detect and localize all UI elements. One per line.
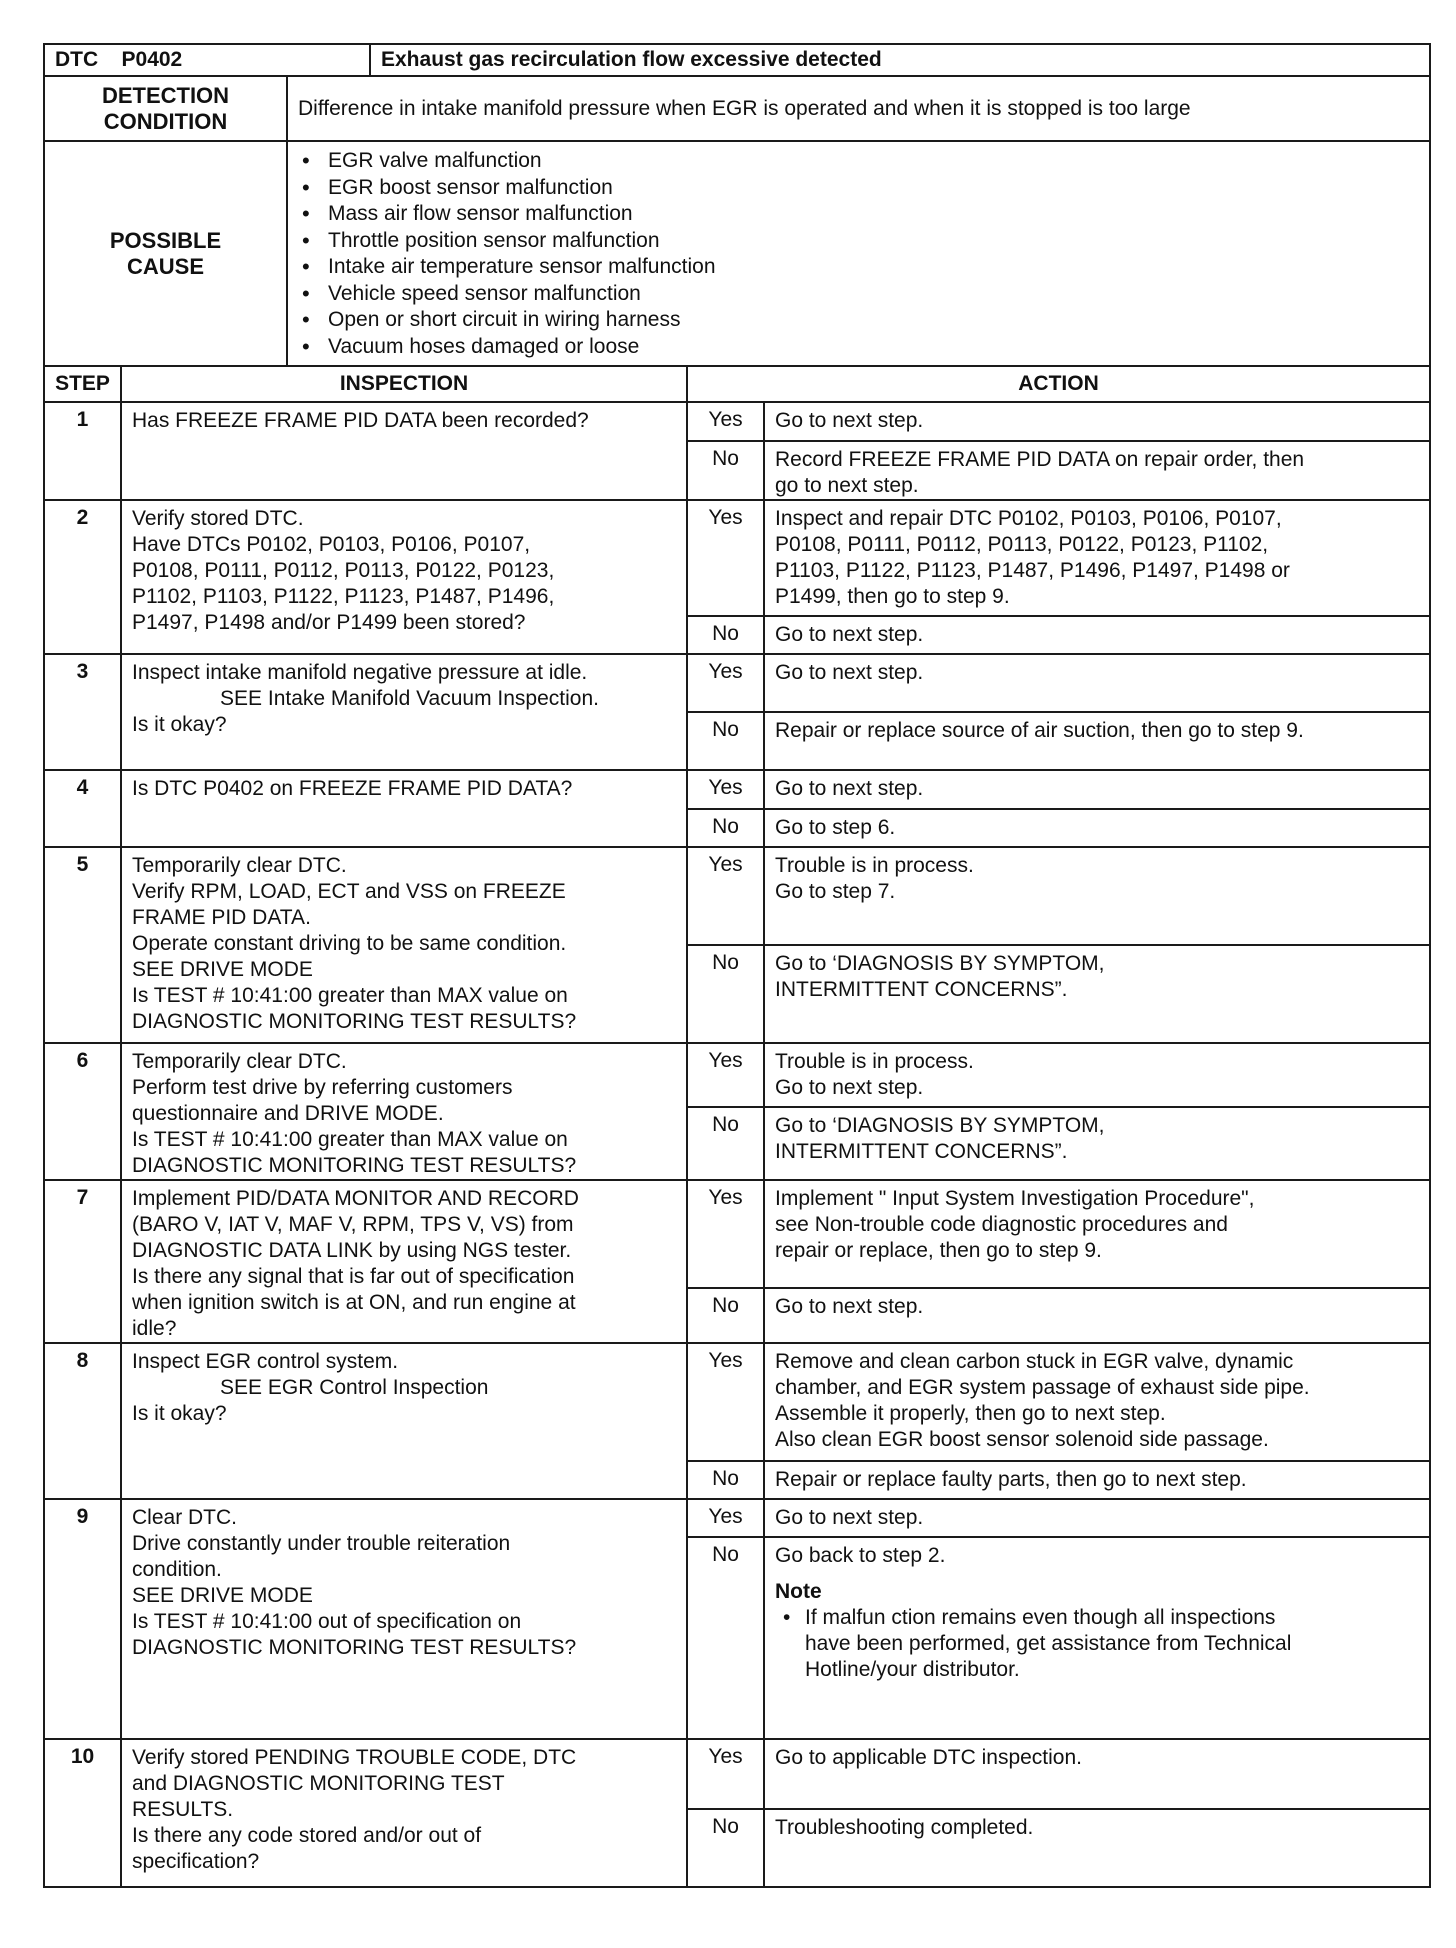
inspection-line: Implement PID/DATA MONITOR AND RECORD — [132, 1187, 579, 1210]
action-line: Go to next step. — [775, 661, 924, 684]
inspection-line: P1102, P1103, P1122, P1123, P1487, P1496, — [132, 585, 555, 608]
action-no — [764, 1288, 1430, 1343]
inspection-line: Temporarily clear DTC. — [132, 1050, 347, 1073]
action-no — [764, 441, 1430, 500]
note-line: have been performed, get assistance from Technical — [805, 1632, 1292, 1655]
possible-cause-list — [288, 142, 1429, 364]
dtc-title: Exhaust gas recirculation flow excessive detected — [370, 44, 1430, 76]
action-yes — [764, 770, 1430, 809]
action-line: P1499, then go to step 9. — [775, 585, 1010, 608]
answer-yes: Yes — [687, 1043, 764, 1107]
inspection-line: Is it okay? — [132, 713, 227, 736]
action-line: see Non-trouble code diagnostic procedures and — [775, 1213, 1228, 1236]
action-line: Record FREEZE FRAME PID DATA on repair order, then — [775, 448, 1305, 471]
inspection-line: Perform test drive by referring customers — [132, 1076, 513, 1099]
action-yes — [764, 654, 1430, 712]
note-line: Hotline/your distributor. — [805, 1658, 1020, 1681]
action-line: go to next step. — [775, 474, 919, 497]
possible-cause-item: • EGR boost sensor malfunction — [288, 175, 1429, 202]
inspection-line: Is TEST # 10:41:00 greater than MAX value on — [132, 984, 568, 1007]
step-row — [44, 1739, 1430, 1809]
answer-no: No — [687, 616, 764, 654]
action-line: Go to step 6. — [775, 816, 896, 839]
inspection-line: DIAGNOSTIC MONITORING TEST RESULTS? — [132, 1154, 577, 1177]
step-inspection — [121, 654, 687, 770]
answer-no: No — [687, 809, 764, 847]
inspection-line: Has FREEZE FRAME PID DATA been recorded? — [132, 409, 589, 432]
action-line: Repair or replace source of air suction, then go to step 9. — [775, 719, 1304, 742]
action-no — [764, 945, 1430, 1043]
note-label: Note — [775, 1580, 822, 1603]
action-yes — [764, 1343, 1430, 1461]
detection-text: Difference in intake manifold pressure when EGR is operated and when it is stopped is too large — [287, 76, 1430, 141]
step-row — [44, 500, 1430, 616]
inspection-line: Is it okay? — [132, 1402, 227, 1425]
answer-no: No — [687, 1537, 764, 1739]
possible-cause-item: • Mass air flow sensor malfunction — [288, 201, 1429, 228]
inspection-line: questionnaire and DRIVE MODE. — [132, 1102, 444, 1125]
action-line: Go to next step. — [775, 409, 924, 432]
inspection-line: Verify stored PENDING TROUBLE CODE, DTC — [132, 1746, 577, 1769]
step-number: 10 — [44, 1739, 121, 1887]
action-line: Troubleshooting completed. — [775, 1816, 1034, 1839]
action-yes — [764, 847, 1430, 945]
inspection-line: Is DTC P0402 on FREEZE FRAME PID DATA? — [132, 777, 573, 800]
step-number: 1 — [44, 402, 121, 500]
step-inspection — [121, 1180, 687, 1343]
answer-yes: Yes — [687, 847, 764, 945]
action-no — [764, 1537, 1430, 1739]
inspection-line: condition. — [132, 1558, 222, 1581]
action-no — [764, 1461, 1430, 1499]
possible-cause-item: • Vacuum hoses damaged or loose — [288, 334, 1429, 361]
inspection-line: FRAME PID DATA. — [132, 906, 311, 929]
inspection-line: Is TEST # 10:41:00 greater than MAX value on — [132, 1128, 568, 1151]
answer-yes: Yes — [687, 1180, 764, 1288]
note-line: • If malfun ction remains even though all inspections — [775, 1605, 1419, 1631]
step-inspection — [121, 1499, 687, 1739]
action-yes — [764, 500, 1430, 616]
step-number: 2 — [44, 500, 121, 654]
step-inspection — [121, 847, 687, 1043]
inspection-line: RESULTS. — [132, 1798, 234, 1821]
answer-no: No — [687, 1809, 764, 1887]
inspection-line: and DIAGNOSTIC MONITORING TEST — [132, 1772, 505, 1795]
action-line: P0108, P0111, P0112, P0113, P0122, P0123, P1102, — [775, 533, 1269, 556]
diagnostic-sheet — [43, 43, 1429, 1888]
inspection-line: P1497, P1498 and/or P1499 been stored? — [132, 611, 526, 634]
answer-yes: Yes — [687, 402, 764, 441]
answer-no: No — [687, 1461, 764, 1499]
inspection-line: DIAGNOSTIC DATA LINK by using NGS tester. — [132, 1239, 572, 1262]
action-no — [764, 1107, 1430, 1180]
answer-yes: Yes — [687, 654, 764, 712]
step-row — [44, 654, 1430, 712]
step-row — [44, 847, 1430, 945]
action-line: Inspect and repair DTC P0102, P0103, P0106, P0107, — [775, 507, 1282, 530]
inspection-line: Is there any code stored and/or out of — [132, 1824, 482, 1847]
action-no — [764, 712, 1430, 770]
inspection-line: (BARO V, IAT V, MAF V, RPM, TPS V, VS) from — [132, 1213, 574, 1236]
answer-yes: Yes — [687, 1739, 764, 1809]
action-line: Go to next step. — [775, 1506, 924, 1529]
inspection-line: SEE DRIVE MODE — [132, 958, 313, 981]
step-row — [44, 1499, 1430, 1537]
column-header-step: STEP — [44, 366, 121, 402]
action-line: Trouble is in process. — [775, 854, 974, 877]
answer-yes: Yes — [687, 1343, 764, 1461]
step-row — [44, 1043, 1430, 1107]
answer-no: No — [687, 441, 764, 500]
step-inspection — [121, 770, 687, 847]
step-row — [44, 402, 1430, 441]
answer-no: No — [687, 945, 764, 1043]
possible-cause-list-cell — [287, 141, 1430, 366]
action-line: P1103, P1122, P1123, P1487, P1496, P1497, P1498 or — [775, 559, 1290, 582]
answer-no: No — [687, 1288, 764, 1343]
action-line: Also clean EGR boost sensor solenoid side passage. — [775, 1428, 1269, 1451]
action-no — [764, 809, 1430, 847]
action-yes — [764, 1499, 1430, 1537]
action-line: INTERMITTENT CONCERNS”. — [775, 978, 1068, 1001]
action-yes — [764, 402, 1430, 441]
inspection-line: SEE DRIVE MODE — [132, 1584, 313, 1607]
step-number: 9 — [44, 1499, 121, 1739]
step-inspection — [121, 1343, 687, 1499]
inspection-line: SEE EGR Control Inspection — [220, 1376, 489, 1399]
inspection-line: Inspect intake manifold negative pressure at idle. — [132, 661, 588, 684]
dtc-label: DTC — [55, 48, 99, 71]
inspection-line: Have DTCs P0102, P0103, P0106, P0107, — [132, 533, 531, 556]
action-line: repair or replace, then go to step 9. — [775, 1239, 1102, 1262]
answer-yes: Yes — [687, 770, 764, 809]
step-number: 3 — [44, 654, 121, 770]
inspection-line: Verify RPM, LOAD, ECT and VSS on FREEZE — [132, 880, 566, 903]
inspection-line: idle? — [132, 1317, 177, 1340]
action-yes — [764, 1180, 1430, 1288]
step-row — [44, 770, 1430, 809]
inspection-line: specification? — [132, 1850, 260, 1873]
detection-label: DETECTION CONDITION — [44, 76, 287, 141]
inspection-line: Inspect EGR control system. — [132, 1350, 399, 1373]
step-number: 5 — [44, 847, 121, 1043]
step-row — [44, 1343, 1430, 1461]
action-line: Go back to step 2. — [775, 1544, 946, 1567]
step-row — [44, 1180, 1430, 1288]
action-line: Go to next step. — [775, 1076, 924, 1099]
step-inspection — [121, 402, 687, 500]
action-yes — [764, 1043, 1430, 1107]
step-inspection — [121, 1739, 687, 1887]
possible-cause-item: • Vehicle speed sensor malfunction — [288, 281, 1429, 308]
inspection-line: Is TEST # 10:41:00 out of specification on — [132, 1610, 522, 1633]
answer-no: No — [687, 712, 764, 770]
action-line: Go to next step. — [775, 623, 924, 646]
possible-cause-item: • Intake air temperature sensor malfunction — [288, 254, 1429, 281]
inspection-line: DIAGNOSTIC MONITORING TEST RESULTS? — [132, 1010, 577, 1033]
column-header-inspection: INSPECTION — [121, 366, 687, 402]
step-number: 8 — [44, 1343, 121, 1499]
step-number: 6 — [44, 1043, 121, 1180]
answer-yes: Yes — [687, 1499, 764, 1537]
action-line: Go to ‘DIAGNOSIS BY SYMPTOM, — [775, 1114, 1105, 1138]
step-number: 4 — [44, 770, 121, 847]
inspection-line: Operate constant driving to be same condition. — [132, 932, 567, 955]
column-header-action: ACTION — [687, 366, 1430, 402]
action-line: chamber, and EGR system passage of exhaust side pipe. — [775, 1376, 1310, 1399]
answer-no: No — [687, 1107, 764, 1180]
action-line: Go to next step. — [775, 1294, 924, 1318]
action-line: Implement " Input System Investigation Procedure", — [775, 1187, 1255, 1210]
inspection-line: DIAGNOSTIC MONITORING TEST RESULTS? — [132, 1636, 577, 1659]
dtc-header-table — [43, 43, 1431, 367]
action-line: Repair or replace faulty parts, then go to next step. — [775, 1468, 1247, 1491]
action-line: Trouble is in process. — [775, 1050, 974, 1073]
answer-yes: Yes — [687, 500, 764, 616]
action-line: INTERMITTENT CONCERNS”. — [775, 1140, 1068, 1164]
possible-cause-label: POSSIBLE CAUSE — [44, 141, 287, 366]
possible-cause-item: • EGR valve malfunction — [288, 148, 1429, 175]
inspection-line: Clear DTC. — [132, 1506, 238, 1529]
inspection-line: Drive constantly under trouble reiteration — [132, 1532, 511, 1555]
action-line: Assemble it properly, then go to next step. — [775, 1402, 1166, 1425]
dtc-code-cell — [44, 44, 370, 76]
steps-table — [43, 365, 1431, 1888]
inspection-line: Is there any signal that is far out of specification — [132, 1265, 575, 1288]
step-inspection — [121, 1043, 687, 1180]
step-inspection — [121, 500, 687, 654]
possible-cause-item: • Throttle position sensor malfunction — [288, 228, 1429, 255]
inspection-line: Verify stored DTC. — [132, 507, 304, 530]
possible-cause-item: • Open or short circuit in wiring harness — [288, 307, 1429, 334]
action-line: Go to applicable DTC inspection. — [775, 1746, 1082, 1769]
step-number: 7 — [44, 1180, 121, 1343]
action-line: Go to step 7. — [775, 880, 896, 903]
action-line: Go to ‘DIAGNOSIS BY SYMPTOM, — [775, 952, 1105, 975]
action-line: Go to next step. — [775, 777, 924, 800]
action-no — [764, 1809, 1430, 1887]
inspection-line: when ignition switch is at ON, and run engine at — [132, 1291, 576, 1314]
dtc-code: P0402 — [121, 48, 183, 71]
inspection-line: Temporarily clear DTC. — [132, 854, 347, 877]
action-line: Remove and clean carbon stuck in EGR valve, dynamic — [775, 1350, 1294, 1373]
action-yes — [764, 1739, 1430, 1809]
action-no — [764, 616, 1430, 654]
inspection-line: SEE Intake Manifold Vacuum Inspection. — [220, 687, 599, 710]
inspection-line: P0108, P0111, P0112, P0113, P0122, P0123, — [132, 559, 555, 582]
